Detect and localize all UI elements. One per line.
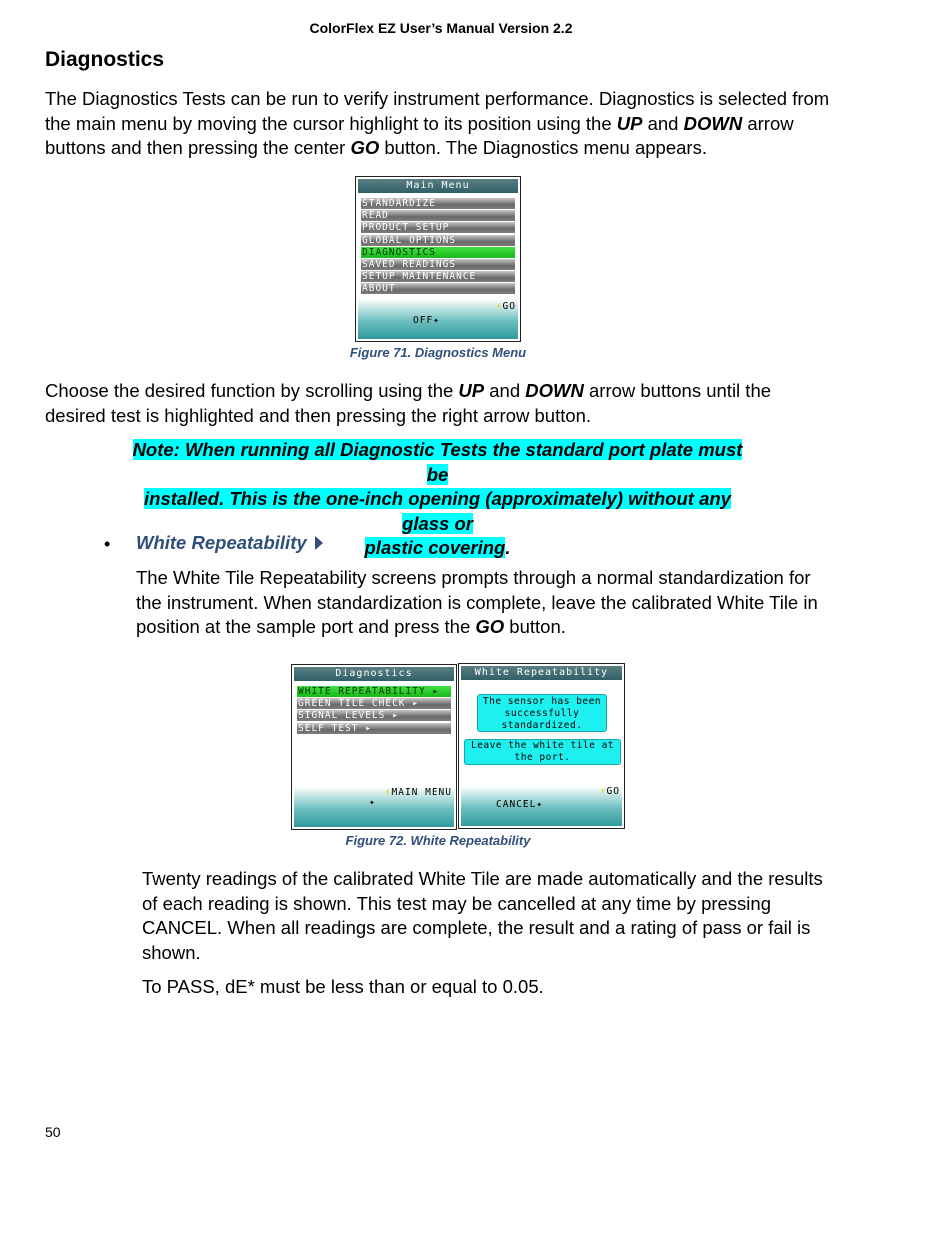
screen-title: Main Menu [358, 179, 518, 193]
choose-paragraph [45, 379, 771, 428]
paragraph-line: shown. [142, 941, 201, 963]
choose-line: Choose the desired function by scrolling using the UP and DOWN arrow buttons until the [45, 380, 772, 401]
paragraph-line: The White Tile Repeatability screens prompts through a normal standardization for [136, 567, 811, 588]
note-box: Note: When running all Diagnostic Tests the standard port plate must be installed. This is the one-inch opening (approximately) without any glass or plastic covering. [132, 439, 743, 559]
note-line: plastic covering [364, 537, 506, 559]
right-arrow-icon [315, 536, 323, 550]
menu-item[interactable]: READ [361, 210, 515, 221]
section-title: Diagnostics [45, 48, 165, 71]
go-softkey[interactable]: ⚡GO [495, 301, 516, 312]
leave-tile-message: Leave the white tile at the port. [464, 739, 621, 765]
menu-item[interactable]: PRODUCT SETUP [361, 222, 515, 233]
main-menu-softkey[interactable]: ⚡MAIN MENU [384, 787, 452, 798]
screen-footer [294, 787, 454, 827]
running-header: ColorFlex EZ User’s Manual Version 2.2 [309, 20, 573, 36]
main-menu-screen [355, 176, 521, 342]
standardized-message: The sensor has been successfully standardized. [477, 694, 607, 732]
page-number: 50 [45, 1124, 61, 1140]
white-repeat-paragraph [136, 566, 818, 640]
intro-line: buttons and then pressing the center GO button. The Diagnostics menu appears. [45, 137, 707, 159]
navigation-pad-icon: ✦ [433, 315, 440, 326]
screen-title: White Repeatability [461, 666, 622, 680]
navigation-pad-icon: ✦ [369, 797, 376, 808]
screen-footer [461, 786, 622, 826]
paragraph-line: position at the sample port and press the GO button. [136, 616, 566, 638]
intro-line: The Diagnostics Tests can be run to verify instrument performance. Diagnostics is selected from [45, 88, 830, 109]
screen-title: Diagnostics [294, 667, 454, 681]
pass-criteria: To PASS, dE* must be less than or equal to 0.05. [142, 976, 544, 997]
lightning-icon: ⚡ [495, 301, 503, 312]
go-softkey[interactable]: ⚡GO [599, 786, 620, 797]
menu-item[interactable]: SELF TEST ▸ [297, 723, 451, 734]
menu-item[interactable]: GREEN TILE CHECK ▸ [297, 698, 451, 709]
diagnostics-screen [291, 664, 457, 830]
menu-item[interactable]: DIAGNOSTICS [361, 247, 515, 258]
white-repeatability-screen [458, 663, 625, 829]
paragraph-line: the instrument. When standardization is complete, leave the calibrated White Tile in [136, 591, 818, 613]
menu-item[interactable]: STANDARDIZE [361, 198, 515, 209]
twenty-readings-paragraph [142, 867, 823, 965]
screen-footer [358, 299, 518, 339]
figure-caption: Figure 72. White Repeatability [345, 833, 531, 848]
bullet-heading: White Repeatability [136, 532, 323, 554]
lightning-icon: ⚡ [384, 787, 392, 798]
paragraph-line: Twenty readings of the calibrated White Tile are made automatically and the results [142, 868, 823, 889]
choose-line: desired test is highlighted and then pressing the right arrow button. [45, 404, 592, 426]
note-line: installed. This is the one-inch opening (approximately) without any glass or [144, 488, 731, 534]
lightning-icon: ⚡ [599, 786, 607, 797]
navigation-pad-icon: ✦ [536, 799, 544, 810]
menu-item[interactable]: SAVED READINGS [361, 259, 515, 270]
cancel-softkey[interactable]: CANCEL✦ [496, 799, 544, 810]
intro-line: the main menu by moving the cursor highlight to its position using the UP and DOWN arrow [45, 112, 794, 134]
menu-item[interactable]: ABOUT [361, 283, 515, 294]
paragraph-line: CANCEL. When all readings are complete, the result and a rating of pass or fail is [142, 917, 811, 939]
note-line: Note: When running all Diagnostic Tests the standard port plate must be [132, 439, 743, 485]
bullet-dot: • [104, 534, 111, 554]
menu-item[interactable]: GLOBAL OPTIONS [361, 235, 515, 246]
intro-paragraph [45, 87, 829, 161]
paragraph-line: of each reading is shown. This test may be cancelled at any time by pressing [142, 892, 771, 914]
figure-caption: Figure 71. Diagnostics Menu [349, 345, 527, 360]
menu-item[interactable]: SETUP MAINTENANCE [361, 271, 515, 282]
menu-item[interactable]: SIGNAL LEVELS ▸ [297, 710, 451, 721]
menu-item[interactable]: WHITE REPEATABILITY ▸ [297, 686, 451, 697]
off-softkey[interactable]: OFF✦ [413, 315, 440, 326]
